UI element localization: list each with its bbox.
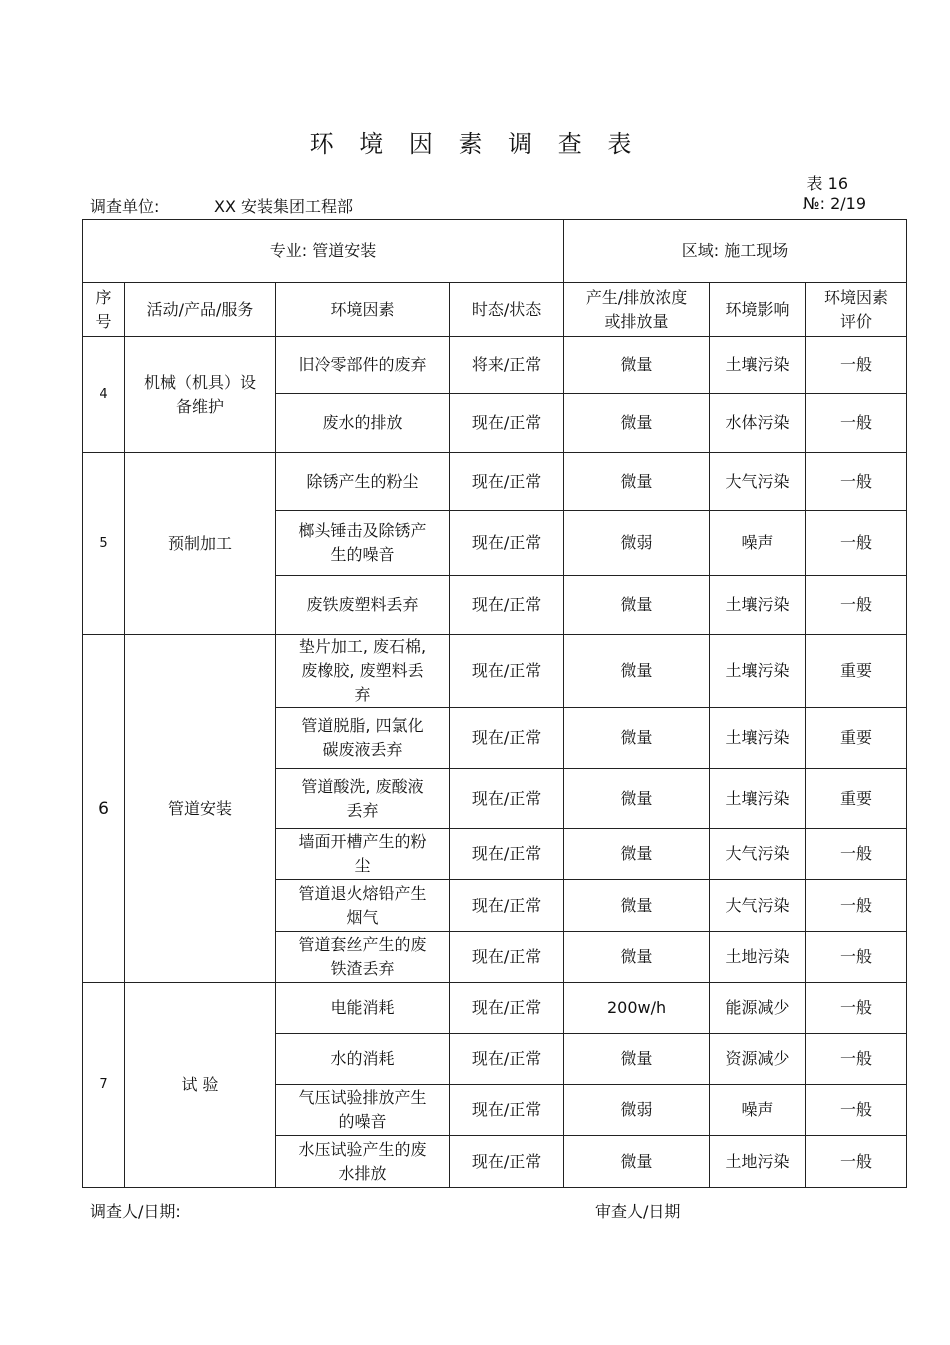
cell-evaluation: 一般: [806, 453, 907, 511]
cell-state: 现在/正常: [450, 880, 564, 932]
group-seq: 5: [83, 453, 125, 635]
header-state: 时态/状态: [450, 283, 564, 337]
group-activity: 管道安装: [125, 635, 276, 983]
cell-impact: 能源减少: [710, 983, 806, 1034]
header-row: [83, 283, 907, 337]
cell-impact: 土地污染: [710, 932, 806, 983]
cell-evaluation: 重要: [806, 708, 907, 769]
group-activity: 预制加工: [125, 453, 276, 635]
cell-emission: 微弱: [564, 1085, 710, 1136]
area-field: 区域: 施工现场: [564, 220, 907, 283]
cell-state: 现在/正常: [450, 453, 564, 511]
cell-factor: 水的消耗: [276, 1034, 450, 1085]
cell-state: 现在/正常: [450, 1034, 564, 1085]
cell-evaluation: 一般: [806, 576, 907, 635]
cell-impact: 资源减少: [710, 1034, 806, 1085]
specialty-area-row: [83, 220, 907, 283]
cell-emission: 微量: [564, 453, 710, 511]
cell-emission: 微量: [564, 394, 710, 453]
cell-evaluation: 一般: [806, 337, 907, 394]
cell-factor: 管道套丝产生的废 铁渣丢弃: [276, 932, 450, 983]
cell-evaluation: 重要: [806, 635, 907, 708]
cell-evaluation: 重要: [806, 769, 907, 829]
cell-emission: 微量: [564, 932, 710, 983]
cell-impact: 土壤污染: [710, 576, 806, 635]
cell-state: 现在/正常: [450, 576, 564, 635]
table-row: [83, 983, 907, 1034]
cell-evaluation: 一般: [806, 1085, 907, 1136]
cell-state: 现在/正常: [450, 511, 564, 576]
cell-evaluation: 一般: [806, 394, 907, 453]
cell-factor: 废铁废塑料丢弃: [276, 576, 450, 635]
header-emission: 产生/排放浓度 或排放量: [564, 283, 710, 337]
cell-emission: 微量: [564, 1034, 710, 1085]
header-activity: 活动/产品/服务: [125, 283, 276, 337]
cell-evaluation: 一般: [806, 829, 907, 880]
cell-emission: 微弱: [564, 511, 710, 576]
cell-factor: 气压试验排放产生 的噪音: [276, 1085, 450, 1136]
cell-emission: 微量: [564, 769, 710, 829]
cell-state: 现在/正常: [450, 1136, 564, 1188]
cell-evaluation: 一般: [806, 880, 907, 932]
cell-factor: 旧冷零部件的废弃: [276, 337, 450, 394]
cell-emission: 微量: [564, 829, 710, 880]
cell-evaluation: 一般: [806, 1034, 907, 1085]
cell-state: 现在/正常: [450, 1085, 564, 1136]
form-number: 表 16: [806, 174, 848, 193]
header-seq: 序 号: [83, 283, 125, 337]
cell-impact: 大气污染: [710, 453, 806, 511]
cell-evaluation: 一般: [806, 1136, 907, 1188]
group-seq: 4: [83, 337, 125, 453]
cell-evaluation: 一般: [806, 511, 907, 576]
environment-factor-table: [82, 219, 907, 1188]
header-evaluation: 环境因素 评价: [806, 283, 907, 337]
cell-emission: 微量: [564, 880, 710, 932]
cell-emission: 微量: [564, 1136, 710, 1188]
cell-state: 现在/正常: [450, 829, 564, 880]
cell-factor: 电能消耗: [276, 983, 450, 1034]
cell-state: 现在/正常: [450, 708, 564, 769]
survey-unit-label: 调查单位:: [90, 197, 160, 216]
table-row: [83, 337, 907, 394]
cell-factor: 垫片加工, 废石棉, 废橡胶, 废塑料丢 弃: [276, 635, 450, 708]
group-activity: 机械（机具）设 备维护: [125, 337, 276, 453]
cell-evaluation: 一般: [806, 932, 907, 983]
reviewer-date: 审查人/日期: [595, 1202, 681, 1221]
cell-impact: 噪声: [710, 511, 806, 576]
group-seq: 6: [83, 635, 125, 983]
header-factor: 环境因素: [276, 283, 450, 337]
cell-factor: 管道退火熔铅产生 烟气: [276, 880, 450, 932]
page-title: 环 境 因 素 调 查 表: [309, 130, 641, 158]
cell-state: 现在/正常: [450, 983, 564, 1034]
cell-state: 现在/正常: [450, 394, 564, 453]
cell-factor: 管道脱脂, 四氯化 碳废液丢弃: [276, 708, 450, 769]
cell-factor: 墙面开槽产生的粉 尘: [276, 829, 450, 880]
cell-factor: 水压试验产生的废 水排放: [276, 1136, 450, 1188]
cell-state: 现在/正常: [450, 769, 564, 829]
group-activity: 试 验: [125, 983, 276, 1188]
specialty-field: 专业: 管道安装: [83, 220, 564, 283]
cell-impact: 大气污染: [710, 829, 806, 880]
cell-impact: 土地污染: [710, 1136, 806, 1188]
group-seq: 7: [83, 983, 125, 1188]
header-impact: 环境影响: [710, 283, 806, 337]
cell-emission: 200w/h: [564, 983, 710, 1034]
cell-factor: 榔头锤击及除锈产 生的噪音: [276, 511, 450, 576]
cell-emission: 微量: [564, 337, 710, 394]
cell-impact: 大气污染: [710, 880, 806, 932]
cell-factor: 废水的排放: [276, 394, 450, 453]
cell-impact: 土壤污染: [710, 635, 806, 708]
cell-emission: 微量: [564, 576, 710, 635]
cell-factor: 除锈产生的粉尘: [276, 453, 450, 511]
cell-impact: 土壤污染: [710, 769, 806, 829]
cell-factor: 管道酸洗, 废酸液 丢弃: [276, 769, 450, 829]
surveyor-date: 调查人/日期:: [90, 1202, 181, 1221]
table-row: [83, 635, 907, 708]
cell-impact: 水体污染: [710, 394, 806, 453]
cell-evaluation: 一般: [806, 983, 907, 1034]
cell-state: 现在/正常: [450, 635, 564, 708]
cell-emission: 微量: [564, 635, 710, 708]
cell-impact: 土壤污染: [710, 337, 806, 394]
cell-emission: 微量: [564, 708, 710, 769]
survey-unit-value: XX 安装集团工程部: [214, 197, 354, 216]
cell-state: 现在/正常: [450, 932, 564, 983]
cell-impact: 土壤污染: [710, 708, 806, 769]
cell-state: 将来/正常: [450, 337, 564, 394]
cell-impact: 噪声: [710, 1085, 806, 1136]
table-row: [83, 453, 907, 511]
page-number: №: 2/19: [802, 194, 866, 213]
